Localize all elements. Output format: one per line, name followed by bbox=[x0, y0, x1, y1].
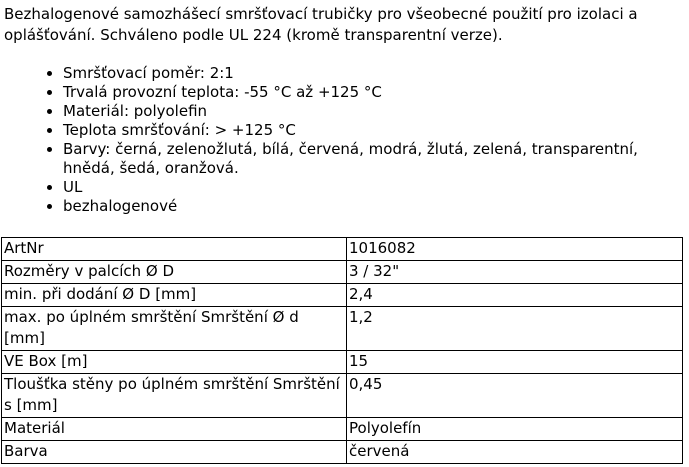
spec-label: Tloušťka stěny po úplném smrštění Smrštění s [mm] bbox=[2, 374, 347, 418]
spec-label: Rozměry v palcích Ø D bbox=[2, 261, 347, 284]
table-row bbox=[2, 307, 683, 351]
spec-label: Barva bbox=[2, 441, 347, 464]
table-row bbox=[2, 418, 683, 441]
spec-table bbox=[1, 237, 683, 464]
spec-value: červená bbox=[347, 441, 683, 464]
intro-paragraph: Bezhalogenové samozhášecí smršťovací trubičky pro všeobecné použití pro izolaci a oplášťování. Schváleno podle UL 224 (kromě transparentní verze). bbox=[4, 5, 638, 44]
spec-value: Polyolefín bbox=[347, 418, 683, 441]
spec-label: min. při dodání Ø D [mm] bbox=[2, 284, 347, 307]
spec-value: 1016082 bbox=[347, 238, 683, 261]
table-row bbox=[2, 238, 683, 261]
spec-value: 0,45 bbox=[347, 374, 683, 418]
feature-item: • Trvalá provozní teplota: -55 °C až +125 °C bbox=[63, 83, 689, 102]
feature-list bbox=[0, 64, 689, 216]
spec-label: VE Box [m] bbox=[2, 351, 347, 374]
table-row bbox=[2, 351, 683, 374]
feature-item: • Barvy: černá, zelenožlutá, bílá, červená, modrá, žlutá, zelená, transparentní, hnědá, šedá, oranžová. bbox=[63, 140, 689, 178]
spec-label: max. po úplném smrštění Smrštění Ø d [mm] bbox=[2, 307, 347, 351]
spec-value: 15 bbox=[347, 351, 683, 374]
table-row bbox=[2, 284, 683, 307]
feature-item: • Smršťovací poměr: 2:1 bbox=[63, 64, 689, 83]
spec-value: 3 / 32" bbox=[347, 261, 683, 284]
feature-item: • Materiál: polyolefin bbox=[63, 102, 689, 121]
spec-value: 2,4 bbox=[347, 284, 683, 307]
table-row bbox=[2, 441, 683, 464]
table-row bbox=[2, 374, 683, 418]
feature-item: • UL bbox=[63, 178, 689, 197]
table-row bbox=[2, 261, 683, 284]
spec-label: ArtNr bbox=[2, 238, 347, 261]
spec-value: 1,2 bbox=[347, 307, 683, 351]
feature-item: • bezhalogenové bbox=[63, 197, 689, 216]
feature-item: • Teplota smršťování: > +125 °C bbox=[63, 121, 689, 140]
spec-label: Materiál bbox=[2, 418, 347, 441]
